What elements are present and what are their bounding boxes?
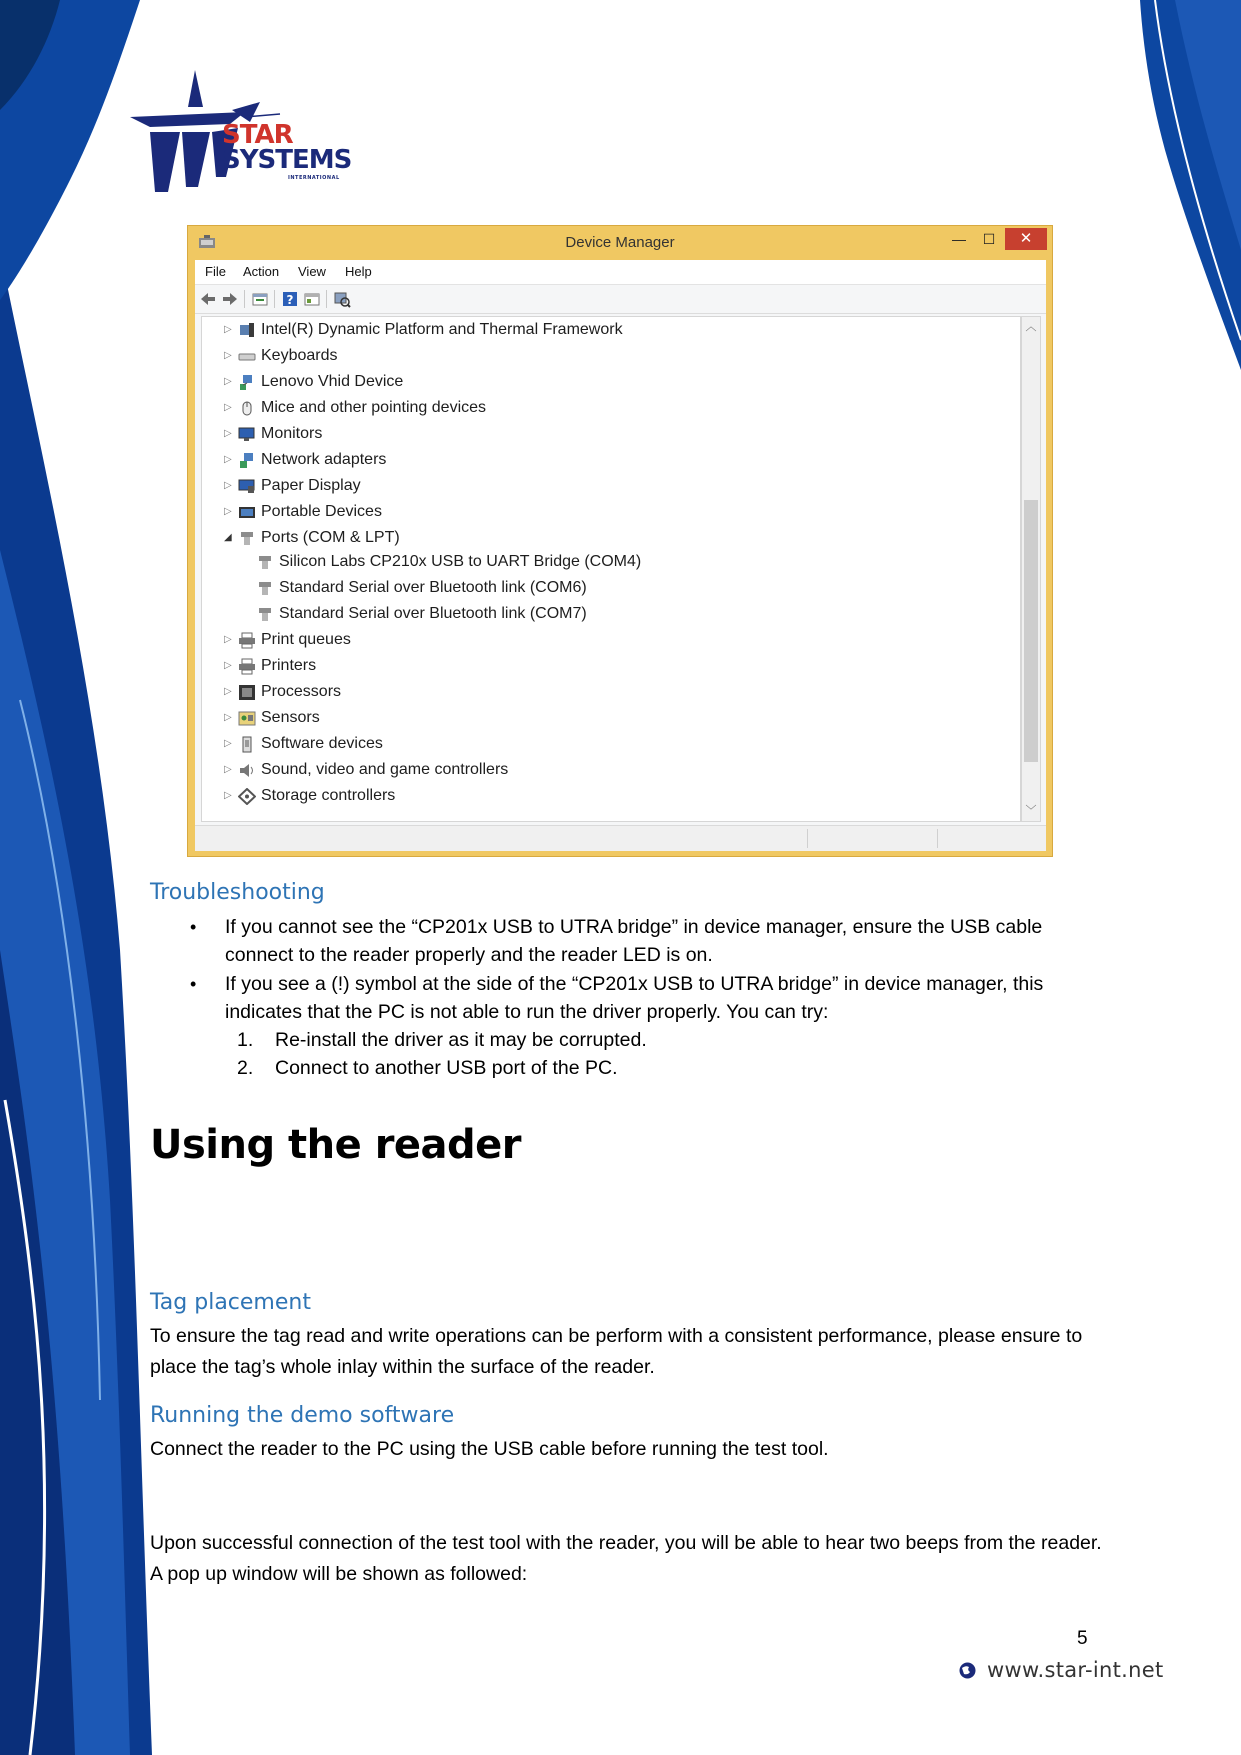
tree-item-label: Network adapters bbox=[261, 451, 387, 468]
tree-item[interactable] bbox=[202, 759, 1002, 783]
expand-arrow-icon[interactable]: ▷ bbox=[224, 350, 232, 361]
tree-item[interactable] bbox=[202, 501, 1002, 525]
using-reader-heading: Using the reader bbox=[150, 1122, 522, 1168]
toolbar-separator bbox=[244, 290, 245, 308]
svg-text:?: ? bbox=[286, 293, 294, 307]
scan-hardware-icon[interactable] bbox=[333, 290, 351, 308]
tree-item-label: Print queues bbox=[261, 631, 351, 648]
bullet-text: If you cannot see the “CP201x USB to UTRA bridge” in device manager, ensure the USB cable connect to the reader properly and the reader LED is on. bbox=[225, 916, 1043, 966]
menu-file[interactable]: File bbox=[205, 264, 226, 279]
step-number: 2. bbox=[237, 1057, 254, 1079]
tree-item[interactable] bbox=[202, 449, 1002, 473]
status-divider bbox=[937, 829, 938, 848]
menu-bar bbox=[195, 260, 1046, 285]
network-device-icon bbox=[238, 374, 256, 391]
globe-icon bbox=[958, 1661, 977, 1680]
company-logo bbox=[120, 62, 390, 202]
expand-arrow-icon[interactable]: ▷ bbox=[224, 480, 232, 491]
portable-device-icon bbox=[238, 504, 256, 521]
tree-item[interactable] bbox=[202, 551, 1002, 575]
forward-icon[interactable] bbox=[221, 290, 239, 308]
tree-item-label: Printers bbox=[261, 657, 317, 674]
tree-item[interactable] bbox=[202, 629, 1002, 653]
collapse-arrow-icon[interactable]: ◢ bbox=[224, 532, 232, 543]
tree-item[interactable] bbox=[202, 603, 1002, 627]
tree-item[interactable] bbox=[202, 371, 1002, 395]
expand-arrow-icon[interactable]: ▷ bbox=[224, 712, 232, 723]
step-text: Connect to another USB port of the PC. bbox=[275, 1057, 618, 1079]
tree-item-label: Intel(R) Dynamic Platform and Thermal Framework bbox=[261, 321, 623, 338]
page-number: 5 bbox=[1077, 1628, 1088, 1649]
scroll-thumb[interactable] bbox=[1024, 500, 1038, 762]
expand-arrow-icon[interactable]: ▷ bbox=[224, 376, 232, 387]
printer-icon bbox=[238, 632, 256, 649]
tree-item[interactable] bbox=[202, 345, 1002, 369]
bullet-icon: • bbox=[190, 917, 197, 937]
vertical-scrollbar[interactable] bbox=[1021, 316, 1041, 822]
port-icon bbox=[238, 530, 256, 547]
properties-icon[interactable] bbox=[251, 290, 269, 308]
tree-item[interactable] bbox=[202, 527, 1002, 551]
tree-item-label: Sound, video and game controllers bbox=[261, 761, 509, 778]
storage-icon bbox=[238, 788, 256, 805]
tree-item-label: Keyboards bbox=[261, 347, 338, 364]
expand-arrow-icon[interactable]: ▷ bbox=[224, 454, 232, 465]
chip-icon bbox=[238, 322, 256, 339]
expand-arrow-icon[interactable]: ▷ bbox=[224, 402, 232, 413]
toolbar bbox=[195, 285, 1046, 314]
scroll-up-icon[interactable]: ︿ bbox=[1025, 321, 1037, 333]
tree-item-label: Processors bbox=[261, 683, 342, 700]
tree-item-label: Ports (COM & LPT) bbox=[261, 529, 400, 546]
printer-icon bbox=[238, 658, 256, 675]
expand-arrow-icon[interactable]: ▷ bbox=[224, 324, 232, 335]
logo-line2: SYSTEMS bbox=[222, 145, 352, 175]
expand-arrow-icon[interactable]: ▷ bbox=[224, 764, 232, 775]
logo-line3: INTERNATIONAL bbox=[288, 175, 340, 181]
tree-item-label: Standard Serial over Bluetooth link (COM7) bbox=[279, 605, 587, 622]
status-divider bbox=[807, 829, 808, 848]
close-button[interactable]: ✕ bbox=[1005, 228, 1047, 250]
toolbar-separator bbox=[326, 290, 327, 308]
tree-item-label: Standard Serial over Bluetooth link (COM6) bbox=[279, 579, 587, 596]
expand-arrow-icon[interactable]: ▷ bbox=[224, 738, 232, 749]
logo-line1: STAR bbox=[222, 120, 293, 150]
tag-placement-text: To ensure the tag read and write operations can be perform with a consistent performance, please ensure to place the tag’s whole inlay within the surface of the reader. bbox=[150, 1325, 1083, 1378]
expand-arrow-icon[interactable]: ▷ bbox=[224, 634, 232, 645]
tree-item-label: Portable Devices bbox=[261, 503, 382, 520]
tree-item[interactable] bbox=[202, 655, 1002, 679]
help-icon[interactable] bbox=[281, 290, 299, 308]
demo-software-text-1: Connect the reader to the PC using the USB cable before running the test tool. bbox=[150, 1438, 829, 1460]
tree-item[interactable] bbox=[202, 475, 1002, 499]
network-adapter-icon bbox=[238, 452, 256, 469]
tree-item[interactable] bbox=[202, 577, 1002, 601]
monitor-icon bbox=[238, 426, 256, 443]
back-icon[interactable] bbox=[199, 290, 217, 308]
bullet-icon: • bbox=[190, 974, 197, 994]
mouse-icon bbox=[238, 400, 256, 417]
port-icon bbox=[256, 554, 274, 571]
port-icon bbox=[256, 580, 274, 597]
status-bar bbox=[195, 825, 1046, 851]
speaker-icon bbox=[238, 762, 256, 779]
port-icon bbox=[256, 606, 274, 623]
software-device-icon bbox=[238, 736, 256, 753]
step-number: 1. bbox=[237, 1029, 254, 1051]
tree-item-label: Sensors bbox=[261, 709, 320, 726]
tree-item-label: Storage controllers bbox=[261, 787, 396, 804]
scroll-down-icon[interactable]: ﹀ bbox=[1025, 805, 1037, 817]
website-link[interactable]: www.star-int.net bbox=[987, 1658, 1164, 1682]
view-icon[interactable] bbox=[303, 290, 321, 308]
device-manager-window bbox=[187, 225, 1053, 857]
step-text: Re-install the driver as it may be corrupted. bbox=[275, 1029, 647, 1051]
device-tree[interactable] bbox=[201, 316, 1021, 822]
tree-item-label: Mice and other pointing devices bbox=[261, 399, 487, 416]
menu-view[interactable]: View bbox=[298, 264, 326, 279]
display-icon bbox=[238, 478, 256, 495]
tree-item-label: Silicon Labs CP210x USB to UART Bridge (COM4) bbox=[279, 553, 642, 570]
menu-action[interactable]: Action bbox=[243, 264, 280, 279]
window-client-area bbox=[195, 260, 1046, 850]
troubleshooting-heading: Troubleshooting bbox=[150, 880, 325, 905]
tree-item[interactable] bbox=[202, 681, 1002, 705]
keyboard-icon bbox=[238, 348, 256, 365]
tree-item-label: Paper Display bbox=[261, 477, 361, 494]
tree-item-label: Software devices bbox=[261, 735, 383, 752]
toolbar-separator bbox=[274, 290, 275, 308]
expand-arrow-icon[interactable]: ▷ bbox=[224, 790, 232, 801]
minimize-button[interactable]: — bbox=[952, 231, 966, 247]
tree-item[interactable] bbox=[202, 733, 1002, 757]
menu-help[interactable]: Help bbox=[345, 264, 372, 279]
window-title: Device Manager bbox=[565, 234, 675, 251]
window-titlebar[interactable] bbox=[188, 226, 1052, 260]
demo-software-text-2: Upon successful connection of the test tool with the reader, you will be able to hear two beeps from the reader. A pop up window will be shown as followed: bbox=[150, 1532, 1102, 1585]
sensor-icon bbox=[238, 710, 256, 727]
demo-software-heading: Running the demo software bbox=[150, 1403, 455, 1428]
bullet-item bbox=[190, 970, 1110, 1026]
expand-arrow-icon[interactable]: ▷ bbox=[224, 428, 232, 439]
maximize-button[interactable]: ☐ bbox=[982, 231, 996, 247]
tree-item-label: Monitors bbox=[261, 425, 323, 442]
expand-arrow-icon[interactable]: ▷ bbox=[224, 660, 232, 671]
tree-item-label: Lenovo Vhid Device bbox=[261, 373, 404, 390]
tree-item[interactable] bbox=[202, 423, 1002, 447]
tag-placement-heading: Tag placement bbox=[150, 1290, 311, 1315]
tree-item[interactable] bbox=[202, 785, 1002, 809]
tree-item[interactable] bbox=[202, 319, 1002, 343]
bullet-text: If you see a (!) symbol at the side of the “CP201x USB to UTRA bridge” in device manager, this indicates that the PC is not able to run the driver properly. You can try: bbox=[225, 973, 1044, 1023]
bullet-item bbox=[190, 913, 1110, 969]
tree-item[interactable] bbox=[202, 707, 1002, 731]
processor-icon bbox=[238, 684, 256, 701]
tree-item[interactable] bbox=[202, 397, 1002, 421]
expand-arrow-icon[interactable]: ▷ bbox=[224, 506, 232, 517]
expand-arrow-icon[interactable]: ▷ bbox=[224, 686, 232, 697]
